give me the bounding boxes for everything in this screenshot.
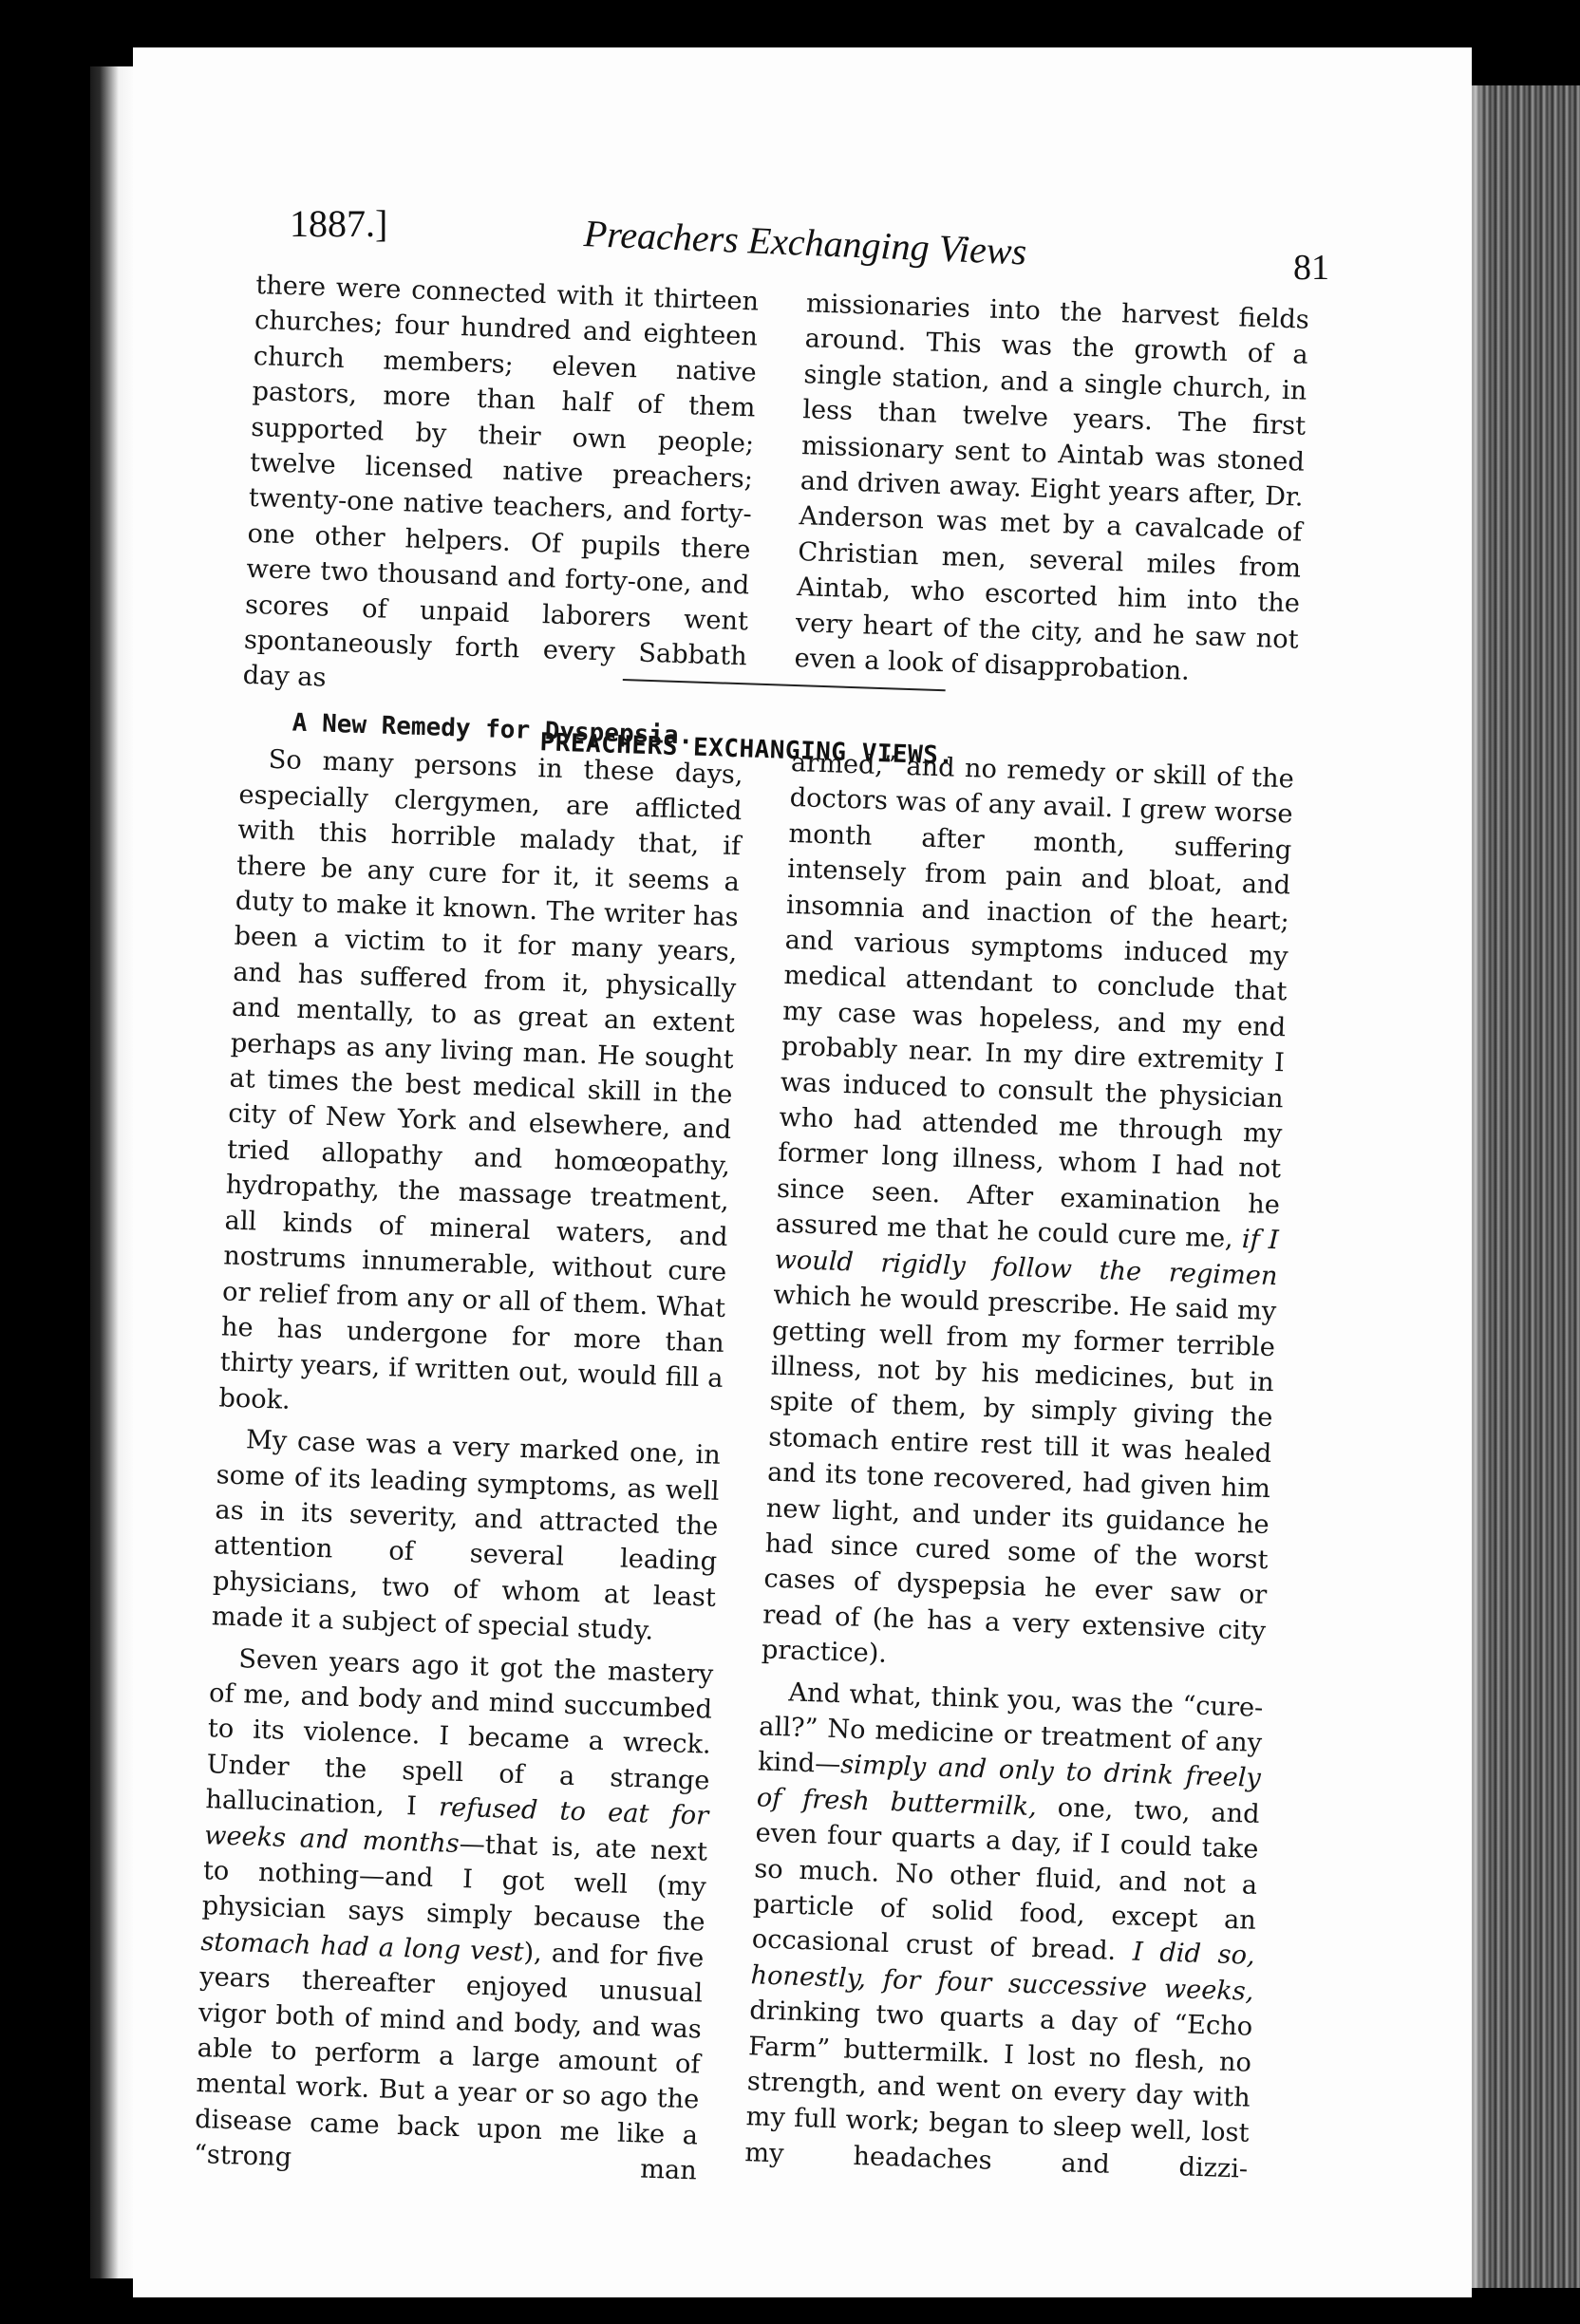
article-left-column <box>193 704 744 2189</box>
page-header <box>290 190 1329 288</box>
article-right-column <box>744 745 1295 2187</box>
top-right-column <box>794 286 1309 693</box>
text-run: armed,” and no remedy or skill of the doctors was of any avail. I grew worse month after month, suffering intensely from pain and bloat, and insomnia and inaction of the heart; and various symptoms induced my medical attendant to conclude that my case was hopeless, and my end probably near. In my dire extremity I was induced to consult the physician who had attended me through my former long illness, whom I had not since seen. After examination he assured me that he could cure me, <box>775 747 1295 1255</box>
emphasis-run: refused to eat for weeks and months <box>203 1792 709 1859</box>
header-year: 1887.] <box>290 202 388 245</box>
text-run: one, two, and even four quarts a day, if I could take so much. No other fluid, and not a particle of solid food, except an occasional crust of bread. <box>751 1791 1261 1967</box>
article-paragraph <box>744 1674 1264 2187</box>
section-heading: PREACHERS EXCHANGING VIEWS. <box>539 728 954 771</box>
article-title: A New Remedy for Dyspepsia. <box>292 708 694 751</box>
article-paragraph: So many persons in these days, especially clergymen, are afflicted with this horrible malady that, if there be any cure for it, it seems a duty to make it known. The writer has been a victim to it for many years, and has suffered from it, physically and mentally, to as great an extent perhaps as any living man. He sought at times the best medical skill in the city of New York and elsewhere, and tried allopathy and homœopathy, hydropathy, the massage treatment, all kinds of mineral waters, and nostrums innumerable, without cure or relief from any or all of them. What he has undergone for more than thirty years, if written out, would fill a book. <box>217 745 744 1415</box>
text-run: which he would prescribe. He said my getting well from my former terrible illness, not by his medicines, but in spite of them, by simply giving the stomach entire rest till it was healed and its tone recovered, had given him new light, and under its guidance he had since cured some of the worst cases of dyspepsia he ever saw or read of (he has a very extensive city practice). <box>761 1280 1277 1669</box>
top-left-column <box>242 268 760 710</box>
article-paragraph: My case was a very marked one, in some of its leading symptoms, as well as in its severity, and attracted the attention of several leading physicians, two of whom at least made it a subject of special study. <box>211 1425 722 1646</box>
emphasis-run: if I would rigidly follow the regimen <box>774 1225 1280 1291</box>
text-block <box>193 268 1319 2220</box>
binding-edge <box>90 66 138 2278</box>
text-run: ), and for five years thereafter enjoyed unusual vigor both of mind and body, and was able to perform a large amount of mental work. But a year or so ago the disease came back upon me like a “strong man <box>193 1938 705 2186</box>
top-right-paragraph: missionaries into the harvest fields around. This was the growth of a single station, and a single church, in less than twelve years. The first missionary sent to Aintab was stoned and driven away. Eight years after, Dr. Anderson was met by a cavalcade of Christian men, several miles from Aintab, who escorted him into the very heart of the city, and he saw not even a look of disapprobation. <box>794 289 1310 686</box>
text-run: —that is, ate next to nothing—and I got well (my physician says simply because the <box>201 1828 708 1939</box>
emphasis-run: I did so, honestly, for four successive weeks, <box>750 1937 1256 2007</box>
emphasis-run: stomach had a long vest <box>199 1926 525 1968</box>
emphasis-run: simply and only to drink freely of fresh buttermilk, <box>756 1750 1262 1822</box>
article-paragraph <box>761 745 1294 1685</box>
text-run: drinking two quarts a day of “Echo Farm” buttermilk. I lost no flesh, no strength, and went on every day with my full work; began to sleep well, lost my headaches and dizzi- <box>743 1996 1253 2184</box>
page-number: 81 <box>1293 248 1329 288</box>
running-title: Preachers Exchanging Views <box>583 212 1028 273</box>
page-stack-edge <box>1467 85 1580 2288</box>
article-paragraph <box>193 1640 713 2189</box>
top-left-paragraph: there were connected with it thirteen churches; four hundred and eighteen church members; eleven native pastors, more than half of them supported by their own people; twelve licensed native preachers; twenty-one native teachers, and forty-one other helpers. Of pupils there were two thousand and forty-one, and scores of unpaid laborers went spontaneously forth every Sabbath day as <box>242 270 760 694</box>
text-run: Seven years ago it got the mastery of me, and body and mind succumbed to its violence. I became a wreck. Under the spell of a strange hallucination, I <box>204 1643 714 1823</box>
text-run: And what, think you, was the “cure-all?” No medicine or treatment of any kind— <box>757 1677 1264 1780</box>
